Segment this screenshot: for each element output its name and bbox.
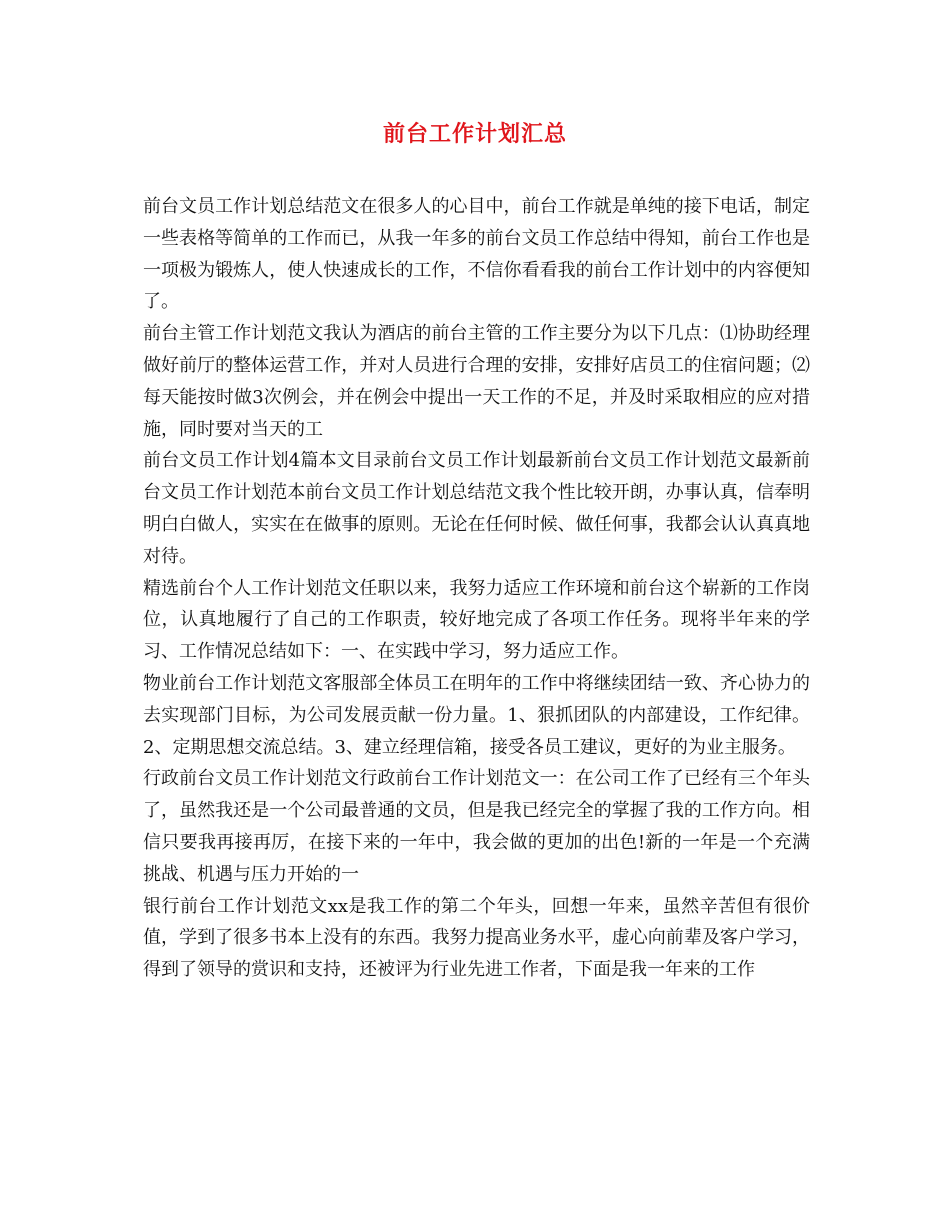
- paragraph-bank-front-desk: 银行前台工作计划范文xx是我工作的第二个年头，回想一年来，虽然辛苦但有很价值，学到了很多书本上没有的东西。我努力提高业务水平，虚心向前辈及客户学习，得到了领导的赏识和支持，还被评为行业先进工作者，下面是我一年来的工作: [143, 895, 810, 981]
- paragraph-front-desk-clerk-summary: 前台文员工作计划总结范文在很多人的心目中，前台工作就是单纯的接下电话，制定一些表格等简单的工作而已，从我一年多的前台文员工作总结中得知，前台工作也是一项极为锻炼人，使人快速成长的工作，不信你看看我的前台工作计划中的内容便知了。: [143, 196, 810, 313]
- paragraph-clerk-plan-four: 前台文员工作计划4篇本文目录前台文员工作计划最新前台文员工作计划范文最新前台文员工作计划范本前台文员工作计划总结范文我个性比较开朗，办事认真，信奉明明白白做人，实实在在做事的原则。无论在任何时候、做任何事，我都会认认真真地对待。: [143, 450, 810, 567]
- paragraph-admin-front-desk: 行政前台文员工作计划范文行政前台工作计划范文一：在公司工作了已经有三个年头了，虽然我还是一个公司最普通的文员，但是我已经完全的掌握了我的工作方向。相信只要我再接再厉，在接下来的一年中，我会做的更加的出色!新的一年是一个充满挑战、机遇与压力开始的一: [143, 768, 810, 885]
- paragraph-personal-plan: 精选前台个人工作计划范文任职以来，我努力适应工作环境和前台这个崭新的工作岗位，认真地履行了自己的工作职责，较好地完成了各项工作任务。现将半年来的学习、工作情况总结如下：一、在实践中学习，努力适应工作。: [143, 577, 810, 663]
- document-title: 前台工作计划汇总: [382, 122, 567, 147]
- document-body: [143, 191, 810, 986]
- paragraph-property-front-desk: 物业前台工作计划范文客服部全体员工在明年的工作中将继续团结一致、齐心协力的去实现部门目标，为公司发展贡献一份力量。1、狠抓团队的内部建设，工作纪律。2、定期思想交流总结。3、建立经理信箱，接受各员工建议，更好的为业主服务。: [143, 672, 810, 758]
- paragraph-front-desk-supervisor: 前台主管工作计划范文我认为酒店的前台主管的工作主要分为以下几点：⑴协助经理做好前厅的整体运营工作，并对人员进行合理的安排，安排好店员工的住宿问题；⑵每天能按时做3次例会，并在例会中提出一天工作的不足，并及时采取相应的应对措施，同时要对当天的工: [143, 323, 810, 440]
